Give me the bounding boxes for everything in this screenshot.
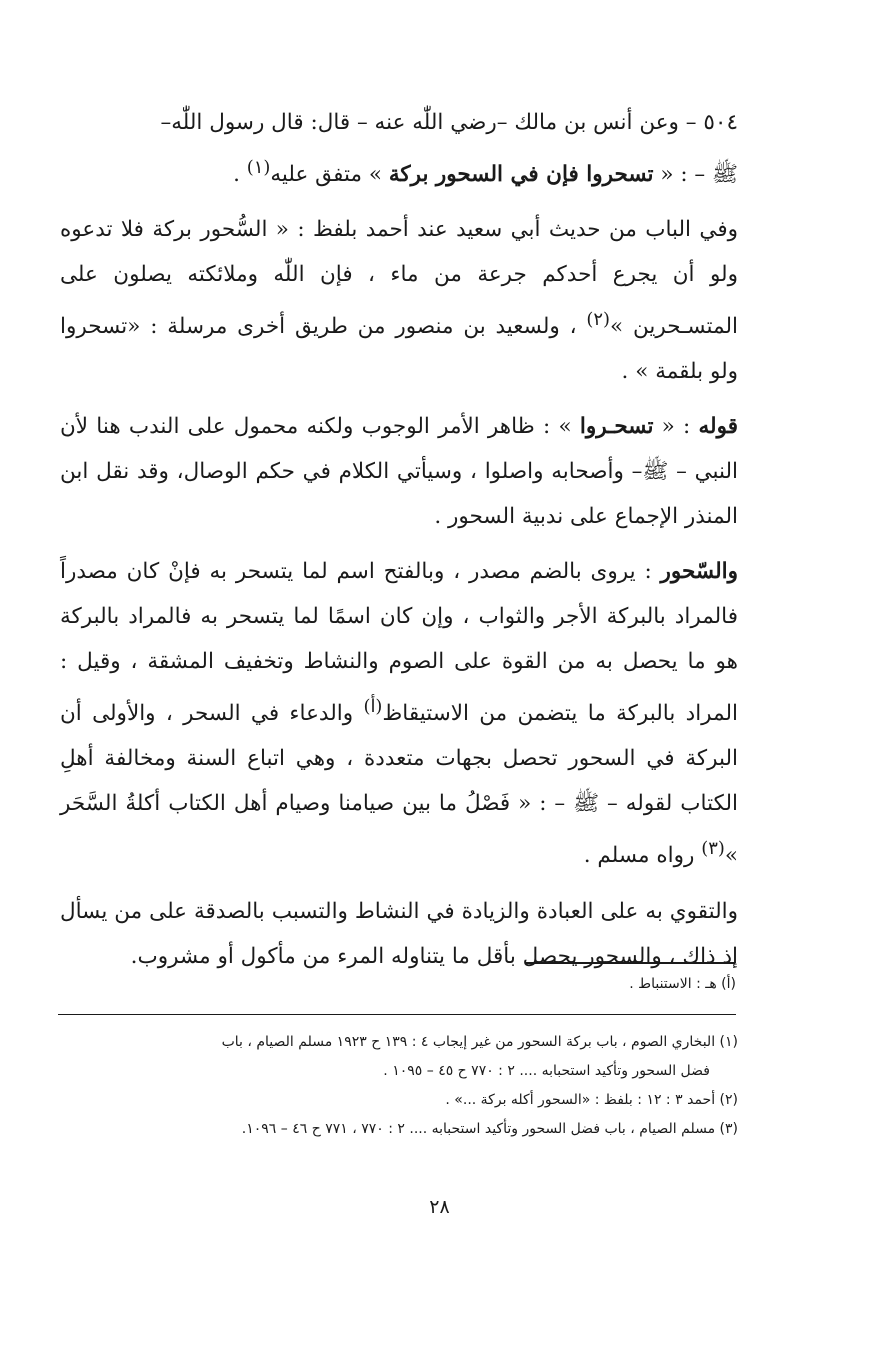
paragraph-abu-said	[60, 207, 738, 394]
footnote-1-line-1: (١) البخاري الصوم ، باب بركة السحور من غير إيجاب ٤ : ١٣٩ ح ١٩٢٣ مسلم الصيام ، باب	[221, 1034, 738, 1050]
main-text	[60, 100, 738, 989]
hadith-line-1: ٥٠٤ – وعن أنس بن مالك –رضي اللّٰه عنه – قال: قال رسول اللّٰه–	[160, 110, 738, 135]
footnote-ref-2[interactable]: (٢)	[586, 309, 610, 331]
footnote-3: (٣) مسلم الصيام ، باب فضل السحور وتأكيد استحبابه .... ٢ : ٧٧٠ ، ٧٧١ ح ٤٦ – ١٠٩٦.	[241, 1121, 738, 1137]
hadith-line-2-start: ﷺ – : «	[653, 162, 738, 188]
commentary-word: تسحـروا	[579, 414, 654, 440]
abu-said-text-b: ، ولسعيد بن منصور من طريق أخرى مرسلة : «تسحروا ولو بلقمة » .	[60, 314, 738, 385]
page-number: ٢٨	[429, 1196, 450, 1218]
sahur-lead: والسّحور	[660, 559, 738, 585]
paragraph-taqawwi: والتقوي به على العبادة والزيادة في النشاط والتسبب بالصدقة على من يسأل إذ ذاك ، والسحور يحصل بأقل ما يتناوله المرء من مأكول أو مشروب.	[60, 898, 739, 969]
hadith-line-2-period: .	[233, 162, 247, 188]
footnote-2: (٢) أحمد ٣ : ١٢ : بلفظ : «السحور أكله بركة ...» .	[445, 1092, 738, 1108]
footnote-1-line-2: فضل السحور وتأكيد استحبابه .... ٢ : ٧٧٠ ح ٤٥ – ١٠٩٥ .	[383, 1063, 710, 1079]
paragraph-sahur-meaning	[60, 549, 738, 878]
footnote-divider	[58, 1014, 736, 1015]
sahur-text-a: : يروى بالضم مصدر ، وبالفتح اسم لما يتسحر به فإنْ كان مصدراً فالمراد بالبركة الأجر والثواب ، وإن كان اسمًا لما يتسحر به فالمراد بالبركة هو ما يحصل به من القوة على الصوم والنشاط وتخفيف المشقة ، وقيل : المراد بالبركة ما يتضمن من الاستيقاظ	[60, 559, 738, 727]
footnotes	[60, 1028, 738, 1144]
paragraph-hadith-504	[60, 100, 738, 197]
hadith-line-2-end: » متفق عليه	[270, 162, 389, 188]
sahur-text-b: والدعاء في السحر ، والأولى أن البركة في السحور تحصل بجهات متعددة ، وهي اتباع السنة ومخالفة أهلِ الكتاب لقوله – ﷺ – : « فَصْلُ ما بين صيامنا وصيام أهل الكتاب أكلةُ السَّحَر »	[60, 701, 738, 869]
commentary-open-quote: : «	[653, 414, 699, 440]
commentary-lead: قوله	[698, 414, 738, 440]
abu-said-text-a: وفي الباب من حديث أبي سعيد عند أحمد بلفظ : « السُّحور بركة فلا تدعوه ولو أن يجرع أحدكم جرعة من ماء ، فإن اللّٰه وملائكته يصلون على المتسـحرين »	[60, 217, 738, 340]
hadith-quote: تسحروا فإن في السحور بركة	[388, 162, 654, 188]
paragraph-commentary-tasahharu	[60, 404, 738, 539]
sahur-text-c: رواه مسلم .	[583, 843, 702, 869]
commentary-text: » : ظاهر الأمر الوجوب ولكنه محمول على الندب هنا لأن النبي – ﷺ– وأصحابه واصلوا ، وسيأتي الكلام في حكم الوصال، وقد نقل ابن المنذر الإجماع على ندبية السحور .	[60, 414, 738, 530]
endnote-divider	[525, 962, 735, 964]
footnote-ref-1[interactable]: (١)	[246, 157, 271, 178]
endnote-ref-a[interactable]: (أ)	[363, 696, 383, 718]
endnote-a: (أ) هـ : الاستنباط .	[629, 976, 736, 992]
footnote-ref-3[interactable]: (٣)	[701, 838, 725, 860]
